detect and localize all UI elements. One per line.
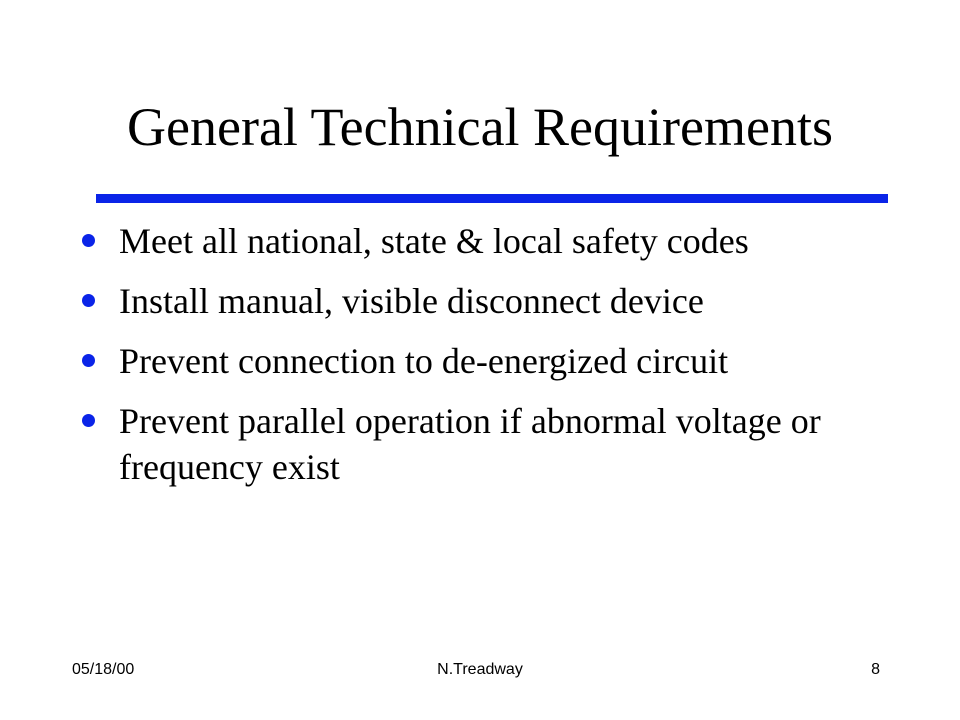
footer-date: 05/18/00 (72, 661, 135, 678)
bullet-text: Prevent parallel operation if abnormal voltage or frequency exist (119, 401, 821, 487)
bullet-text: Install manual, visible disconnect device (119, 281, 704, 321)
slide-title: General Technical Requirements (127, 97, 833, 157)
footer-page-number: 8 (871, 661, 880, 678)
bullet-dot-icon (82, 234, 95, 247)
bullet-item (78, 338, 908, 384)
bullet-item (78, 398, 908, 490)
bullet-item (78, 278, 908, 324)
title-underline (96, 194, 888, 203)
bullet-dot-icon (82, 414, 95, 427)
bullet-text: Meet all national, state & local safety codes (119, 221, 749, 261)
footer-author: N.Treadway (437, 661, 523, 678)
bullet-dot-icon (82, 354, 95, 367)
bullet-item (78, 218, 908, 264)
bullet-text: Prevent connection to de-energized circuit (119, 341, 729, 381)
bullet-list (78, 218, 908, 504)
bullet-dot-icon (82, 294, 95, 307)
